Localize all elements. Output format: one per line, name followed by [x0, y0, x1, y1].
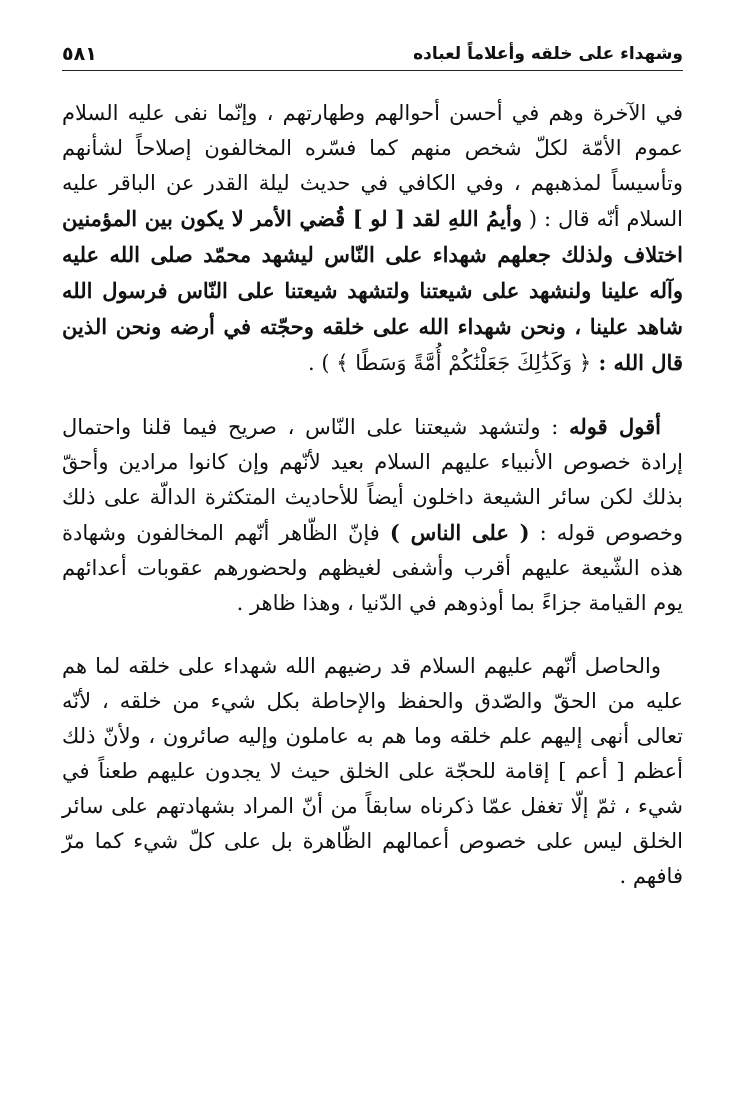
paragraph-1-text: في الآخرة وهم في أحسن أحوالهم وطهارتهم ، وإنّما نفى عليه السلام عموم الأمّة لكلّ شخص منهم كما فسّره المخالفون إصلاحاً لشأنهم وتأسيساً لمذهبهم ، وفي الكافي في حديث ليلة القدر عن الباقر عليه السلام أنّه قال : ( — [62, 101, 683, 231]
paragraph-1-close: ) . — [308, 351, 337, 375]
page-header — [62, 28, 683, 66]
body-text — [62, 96, 683, 894]
paragraph-3-text: والحاصل أنّهم عليهم السلام قد رضيهم الله شهداء على خلقه لما هم عليه من الحقّ والصّدق والحفظ والإحاطة بكل شيء من خلقه ، لأنّه تعالى أنهى إليهم علم خلقه وما هم به عاملون وإليه صائرون ، ولأنّ ذلك أعظم [ أعم ] إقامة للحجّة على الخلق حيث لا يجدون عليهم طعناً في شيء ، ثمّ إلّا تغفل عمّا ذكرناه سابقاً من أنّ المراد بشهادتهم على سائر الخلق ليس على خصوص أعمالهم الظّاهرة بل على كلّ شيء كما مرّ فافهم . — [62, 654, 683, 888]
paragraph-2-text-a: : ولتشهد شيعتنا على النّاس ، صريح فيما قلنا واحتمال إرادة خصوص الأنبياء عليهم السلام بعيد لأنّهم وإن كانوا مرادين وأحقّ بذلك لكن سائر الشيعة داخلون أيضاً للأحاديث المتكثرة الدالّة على ذلك وخصوص قوله : — [62, 415, 683, 545]
paragraph-1 — [62, 96, 683, 381]
paragraph-2-lead: أقول قوله — [569, 414, 661, 439]
hadith-quote: وأيمُ اللهِ لقد [ لو ] قُضي الأمر لا يكون بين المؤمنين اختلاف ولذلك جعلهم شهداء على النّاس ليشهد محمّد صلى الله عليه وآله علينا ولنشهد على شيعتنا ولتشهد شيعتنا على النّاس فرسول الله شاهد علينا ، ونحن شهداء الله على خلقه وحجّته في أرضه ونحن الذين قال الله : — [62, 206, 683, 375]
quran-verse: ﴿ وَكَذَٰلِكَ جَعَلْنَٰكُمْ أُمَّةً وَسَطًا ﴾ — [336, 351, 592, 375]
page-number: ٥٨١ — [62, 43, 97, 65]
paragraph-2-emphasis: ( على الناس ) — [389, 520, 530, 545]
running-title: وشهداء على خلقه وأعلاماً لعباده — [413, 44, 683, 64]
header-rule — [62, 70, 683, 71]
paragraph-2-text-c: فإنّ الظّاهر أنّهم المخالفون وشهادة هذه الشّيعة عليهم أقرب وأشفى لغيظهم ولحضورهم عقوبات أعدائهم يوم القيامة جزاءً بما أوذوهم في الدّنيا ، وهذا ظاهر . — [62, 521, 683, 615]
paragraph-3 — [62, 649, 683, 894]
paragraph-2 — [62, 409, 683, 621]
